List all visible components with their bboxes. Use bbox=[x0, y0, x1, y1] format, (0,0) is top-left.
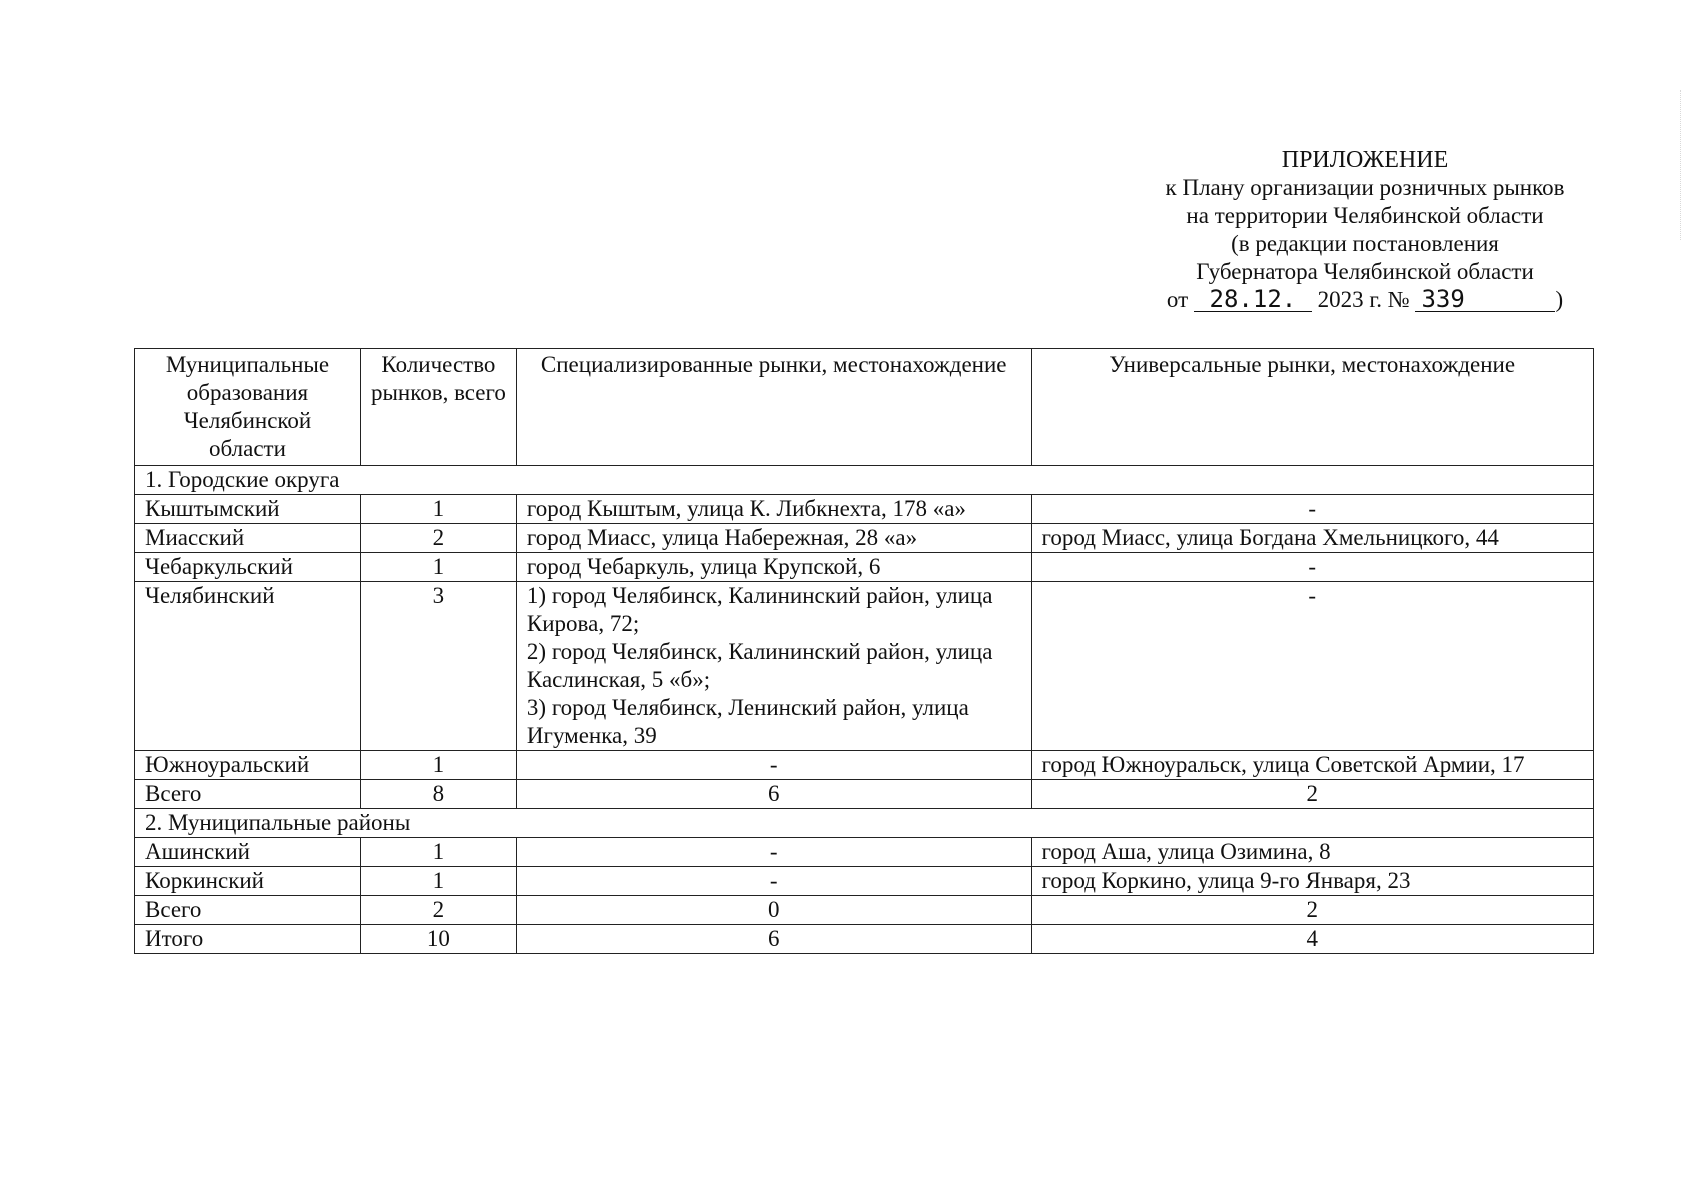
subtotal-row bbox=[135, 780, 1594, 809]
closing-paren: ) bbox=[1555, 287, 1564, 312]
specialized-cell bbox=[516, 582, 1031, 751]
universal-cell: - bbox=[1031, 582, 1594, 751]
subtotal-count: 2 bbox=[360, 896, 516, 925]
municipality-cell: Кыштымский bbox=[135, 495, 361, 524]
column-header-specialized: Специализированные рынки, местонахождение bbox=[516, 349, 1031, 466]
subtotal-row bbox=[135, 896, 1594, 925]
specialized-market-entry: - bbox=[769, 752, 778, 777]
subtotal-label: Всего bbox=[135, 780, 361, 809]
appendix-line-4: Губернатора Челябинской области bbox=[1196, 259, 1534, 284]
municipality-cell: Коркинский bbox=[135, 867, 361, 896]
table-row bbox=[135, 751, 1594, 780]
subtotal-count: 8 bbox=[360, 780, 516, 809]
subtotal-universal: 2 bbox=[1031, 896, 1594, 925]
universal-cell: - bbox=[1031, 495, 1594, 524]
market-count-cell: 2 bbox=[360, 524, 516, 553]
municipality-cell: Южноуральский bbox=[135, 751, 361, 780]
grand-total-row bbox=[135, 925, 1594, 954]
grand-total-label: Итого bbox=[135, 925, 361, 954]
table-row bbox=[135, 495, 1594, 524]
order-date: 28.12. bbox=[1194, 287, 1312, 312]
universal-cell: город Южноуральск, улица Советской Армии, 17 bbox=[1031, 751, 1594, 780]
from-label: от bbox=[1166, 287, 1189, 312]
specialized-cell bbox=[516, 838, 1031, 867]
table-row bbox=[135, 582, 1594, 751]
table-body bbox=[135, 466, 1594, 954]
subtotal-specialized: 0 bbox=[516, 896, 1031, 925]
grand-total-universal: 4 bbox=[1031, 925, 1594, 954]
column-header-municipality: Муниципальные образования Челябинской области bbox=[135, 349, 361, 466]
table-row bbox=[135, 553, 1594, 582]
order-reference bbox=[1130, 286, 1600, 314]
grand-total-specialized: 6 bbox=[516, 925, 1031, 954]
municipality-cell: Ашинский bbox=[135, 838, 361, 867]
specialized-market-entry: город Кыштым, улица К. Либкнехта, 178 «а» bbox=[526, 496, 966, 521]
specialized-cell bbox=[516, 751, 1031, 780]
market-count-cell: 3 bbox=[360, 582, 516, 751]
section-title: 2. Муниципальные районы bbox=[135, 809, 1594, 838]
municipality-cell: Челябинский bbox=[135, 582, 361, 751]
grand-total-count: 10 bbox=[360, 925, 516, 954]
market-count-cell: 1 bbox=[360, 553, 516, 582]
scan-edge-mark bbox=[1680, 90, 1687, 240]
subtotal-specialized: 6 bbox=[516, 780, 1031, 809]
specialized-cell bbox=[516, 553, 1031, 582]
appendix-header bbox=[1130, 146, 1600, 314]
specialized-market-entry: город Чебаркуль, улица Крупской, 6 bbox=[526, 554, 881, 579]
universal-cell: город Миасс, улица Богдана Хмельницкого, 44 bbox=[1031, 524, 1594, 553]
specialized-cell bbox=[516, 495, 1031, 524]
municipality-cell: Миасский bbox=[135, 524, 361, 553]
market-count-cell: 1 bbox=[360, 495, 516, 524]
subtotal-universal: 2 bbox=[1031, 780, 1594, 809]
year-label: 2023 г. № bbox=[1317, 287, 1410, 312]
municipality-cell: Чебаркульский bbox=[135, 553, 361, 582]
table-row bbox=[135, 867, 1594, 896]
specialized-market-entry: 3) город Челябинск, Ленинский район, улица Игуменка, 39 bbox=[526, 695, 969, 748]
universal-cell: - bbox=[1031, 553, 1594, 582]
specialized-market-entry: - bbox=[769, 868, 778, 893]
column-header-universal: Универсальные рынки, местонахождение bbox=[1031, 349, 1594, 466]
markets-table bbox=[134, 348, 1594, 954]
appendix-line-2: на территории Челябинской области bbox=[1186, 203, 1544, 228]
table-row bbox=[135, 524, 1594, 553]
specialized-market-entry: город Миасс, улица Набережная, 28 «а» bbox=[526, 525, 918, 550]
appendix-line-1: к Плану организации розничных рынков bbox=[1165, 175, 1565, 200]
specialized-cell bbox=[516, 867, 1031, 896]
specialized-market-entry: - bbox=[769, 839, 778, 864]
appendix-line-3: (в редакции постановления bbox=[1231, 231, 1499, 256]
specialized-market-entry: 2) город Челябинск, Калининский район, улица Каслинская, 5 «б»; bbox=[526, 639, 993, 692]
universal-cell: город Аша, улица Озимина, 8 bbox=[1031, 838, 1594, 867]
market-count-cell: 1 bbox=[360, 838, 516, 867]
section-title: 1. Городские округа bbox=[135, 466, 1594, 495]
table-row bbox=[135, 838, 1594, 867]
section-row bbox=[135, 466, 1594, 495]
market-count-cell: 1 bbox=[360, 867, 516, 896]
section-row bbox=[135, 809, 1594, 838]
column-header-count: Количество рынков, всего bbox=[360, 349, 516, 466]
specialized-cell bbox=[516, 524, 1031, 553]
subtotal-label: Всего bbox=[135, 896, 361, 925]
universal-cell: город Коркино, улица 9-го Января, 23 bbox=[1031, 867, 1594, 896]
market-count-cell: 1 bbox=[360, 751, 516, 780]
table-header-row bbox=[135, 349, 1594, 466]
order-number: 339 bbox=[1415, 287, 1555, 312]
appendix-title: ПРИЛОЖЕНИЕ bbox=[1281, 147, 1449, 173]
specialized-market-entry: 1) город Челябинск, Калининский район, улица Кирова, 72; bbox=[526, 583, 993, 636]
